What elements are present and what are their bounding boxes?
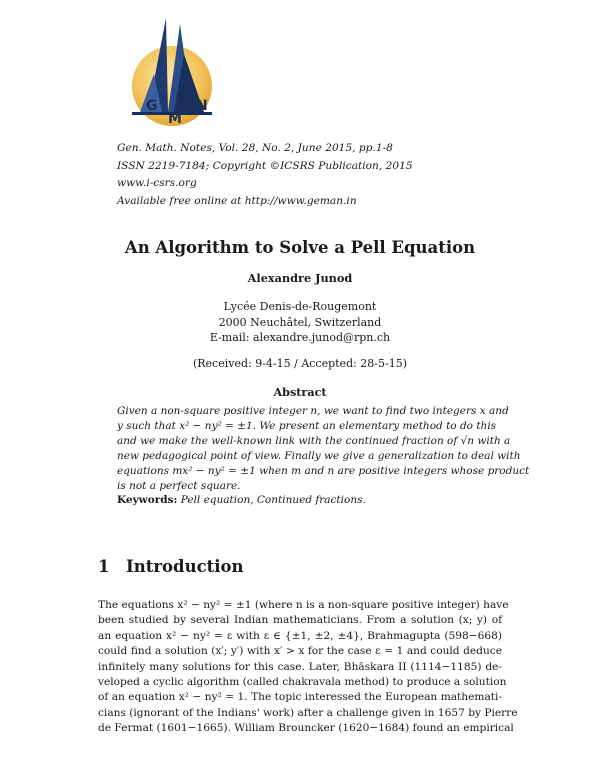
abstract-line: Given a non-square positive integer n, we want to find two integers x and [117, 405, 509, 417]
logo-letter-m: M [168, 111, 182, 127]
intro-paragraph [98, 598, 518, 737]
section-heading [98, 557, 244, 576]
intro-line: infinitely many solutions for this case. Later, Bhāskara II (1114−1185) de- [98, 660, 502, 673]
journal-logo [118, 14, 228, 128]
affiliation [0, 299, 600, 346]
intro-line: of an equation x² − ny² = 1. The topic interessed the European mathemati- [98, 691, 502, 704]
journal-site-link[interactable]: www.i-csrs.org [117, 177, 197, 190]
intro-line: de Fermat (1601−1665). William Brouncker (1620−1684) found an empirical [98, 722, 514, 735]
author-name: Alexandre Junod [247, 271, 353, 285]
journal-header [117, 140, 497, 210]
keywords [117, 494, 487, 506]
paper-title: An Algorithm to Solve a Pell Equation [124, 238, 476, 257]
journal-availability: Available free online at http://www.geman.in [117, 194, 357, 207]
abstract-line: y such that x² − ny² = ±1. We present an elementary method to do this [117, 420, 497, 432]
section-title: Introduction [126, 557, 244, 576]
received-dates: (Received: 9-4-15 / Accepted: 28-5-15) [192, 357, 408, 370]
keywords-value: Pell equation, Continued fractions. [180, 494, 366, 506]
logo-letter-n: N [196, 98, 208, 114]
journal-issn: ISSN 2219-7184; Copyright ©ICSRS Publication, 2015 [117, 159, 413, 172]
abstract-line: equations mx² − ny² = ±1 when m and n are positive integers whose product [117, 465, 530, 477]
affiliation-institution: Lycée Denis-de-Rougemont [223, 300, 377, 313]
affiliation-address: 2000 Neuchâtel, Switzerland [218, 315, 382, 329]
abstract-line: and we make the well-known link with the continued fraction of √n with a [117, 435, 511, 447]
logo-letter-g: G [146, 98, 158, 114]
abstract-line: is not a perfect square. [117, 480, 241, 492]
abstract-body [117, 404, 530, 494]
intro-line: been studied by several Indian mathematicians. From a solution (x; y) of [98, 614, 502, 627]
intro-line: The equations x² − ny² = ±1 (where n is a non-square positive integer) have [98, 599, 509, 611]
intro-line: cians (ignorant of the Indians' work) after a challenge given in 1657 by Pierre [98, 706, 518, 719]
intro-line: veloped a cyclic algorithm (called chakravala method) to produce a solution [98, 676, 507, 689]
abstract-line: new pedagogical point of view. Finally we give a generalization to deal with [117, 450, 521, 462]
keywords-label: Keywords: [117, 494, 178, 506]
intro-line: could find a solution (x′; y′) with x′ > x for the case ε = 1 and could deduce [98, 645, 502, 658]
journal-citation: Gen. Math. Notes, Vol. 28, No. 2, June 2015, pp.1-8 [117, 142, 393, 154]
section-number: 1 [98, 557, 110, 576]
intro-line: an equation x² − ny² = ε with ε ∈ {±1, ±2, ±4}, Brahmagupta (598−668) [98, 629, 502, 642]
abstract-heading: Abstract [273, 385, 327, 399]
affiliation-email[interactable]: E-mail: alexandre.junod@rpn.ch [209, 331, 391, 344]
